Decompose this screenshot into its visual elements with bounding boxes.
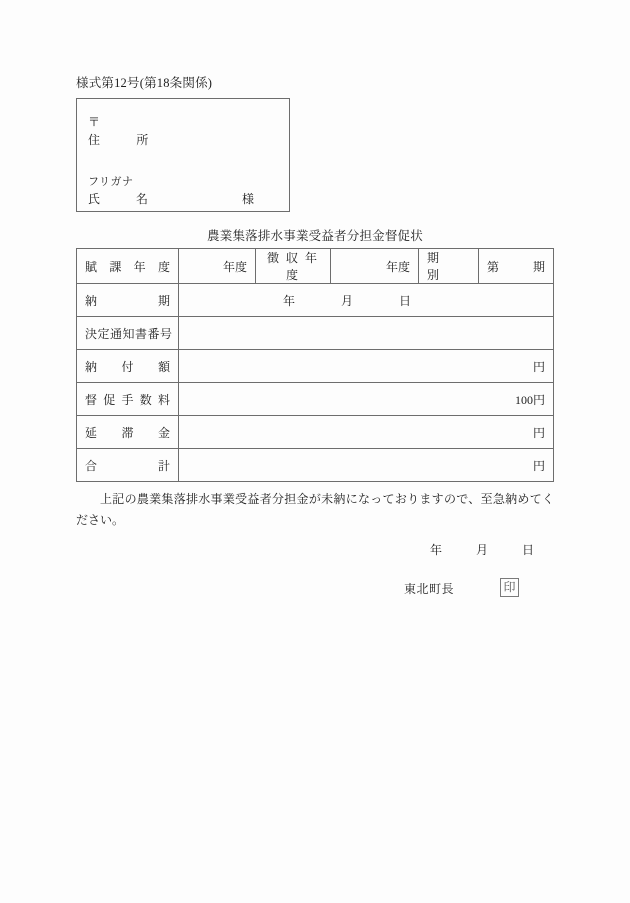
issuer-name: 東北町長 — [404, 582, 455, 596]
levy-year-label: 賦 課 年 度 — [77, 249, 179, 284]
table-row-total — [77, 449, 554, 482]
levy-year-value[interactable]: 年度 — [179, 249, 256, 284]
collection-year-value[interactable]: 年度 — [331, 249, 419, 284]
due-year-unit: 年 — [283, 293, 296, 308]
table-row-due-date — [77, 284, 554, 317]
table-row-demand-fee — [77, 383, 554, 416]
address-label: 住 所 — [88, 133, 149, 147]
payment-amount-value[interactable]: 円 — [179, 350, 554, 383]
total-value[interactable]: 円 — [179, 449, 554, 482]
late-charge-value[interactable]: 円 — [179, 416, 554, 449]
demand-fee-value[interactable]: 100円 — [179, 383, 554, 416]
payment-amount-label: 納 付 額 — [77, 350, 179, 383]
table-row-levy-year — [77, 249, 554, 284]
table-row-payment-amount — [77, 350, 554, 383]
form-number: 様式第12号(第18条関係) — [76, 76, 213, 90]
collection-year-label: 徴 収 年 度 — [256, 249, 331, 284]
demand-fee-label: 督 促 手 数 料 — [77, 383, 179, 416]
name-label: 氏 名 — [88, 192, 149, 206]
due-date-value[interactable] — [179, 284, 554, 317]
table-row-late-charge — [77, 416, 554, 449]
term-value[interactable]: 第 期 — [479, 249, 554, 284]
seal-icon: 印 — [500, 578, 519, 597]
honorific-suffix: 様 — [242, 192, 255, 206]
signature-year-unit: 年 — [430, 543, 443, 557]
signature-date — [430, 541, 534, 558]
addressee-box — [76, 98, 290, 212]
assessment-table — [76, 248, 554, 482]
due-day-unit: 日 — [399, 293, 412, 308]
term-label: 期 別 — [419, 249, 479, 284]
signature-day-unit: 日 — [522, 543, 535, 557]
table-row-notice-number — [77, 317, 554, 350]
total-label: 合 計 — [77, 449, 179, 482]
document-title: 農業集落排水事業受益者分担金督促状 — [207, 229, 423, 243]
notice-number-label: 決定通知書番号 — [77, 317, 179, 350]
due-date-label: 納 期 — [77, 284, 179, 317]
late-charge-label: 延 滞 金 — [77, 416, 179, 449]
furigana-label: フリガナ — [88, 176, 134, 188]
notice-number-value[interactable] — [179, 317, 554, 350]
signature-month-unit: 月 — [476, 543, 489, 557]
due-month-unit: 月 — [341, 293, 354, 308]
postal-code-symbol: 〒 — [88, 115, 101, 129]
notice-body-text: 上記の農業集落排水事業受益者分担金が未納になっておりますので、至急納めてください。 — [76, 492, 554, 527]
